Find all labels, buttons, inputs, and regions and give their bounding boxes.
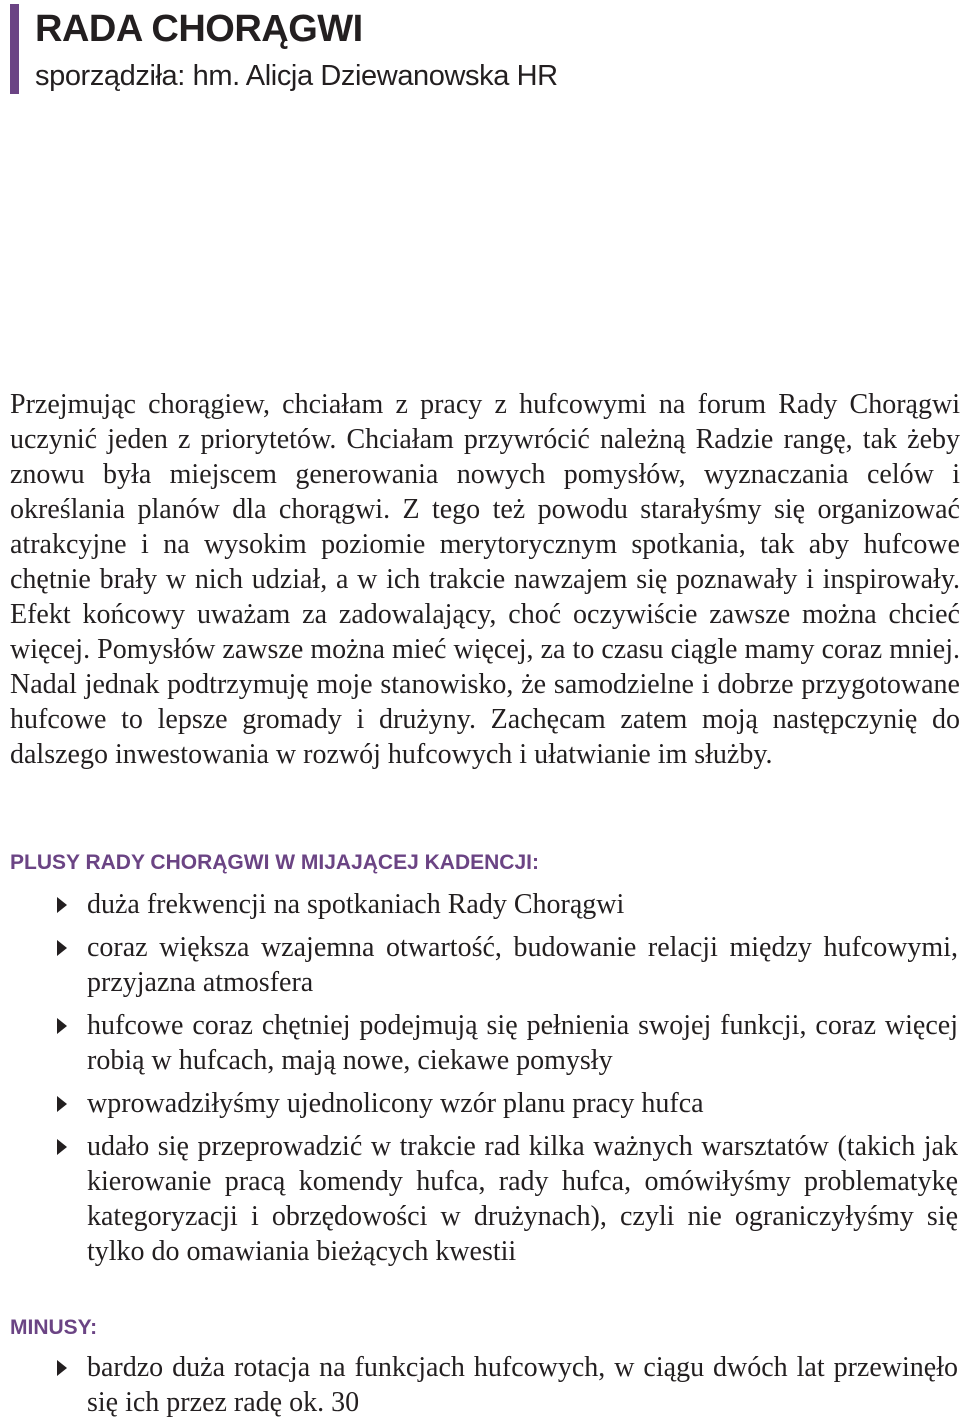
minuses-item-text: bardzo duża rotacja na funkcjach hufcowych, w ciągu dwóch lat przewinęło się ich przez radę ok. 30 — [87, 1352, 958, 1418]
pluses-list — [0, 887, 960, 1277]
pluses-item-text: coraz większa wzajemna otwartość, budowanie relacji między hufcowymi, przyjazna atmosfera — [87, 932, 958, 998]
pluses-list-item — [0, 1086, 960, 1121]
minuses-heading: MINUSY: — [10, 1316, 98, 1339]
pluses-item-text: wprowadziłyśmy ujednolicony wzór planu pracy hufca — [87, 1088, 704, 1119]
pluses-list-item — [0, 887, 960, 922]
author-subtitle: sporządziła: hm. Alicja Dziewanowska HR — [35, 60, 558, 92]
minuses-list — [0, 1350, 960, 1428]
bullet-arrow-icon — [57, 1360, 67, 1376]
bullet-arrow-icon — [57, 1096, 67, 1112]
pluses-list-item — [0, 1008, 960, 1078]
page-title: RADA CHORĄGWI — [35, 8, 363, 50]
pluses-item-text: udało się przeprowadzić w trakcie rad kilka ważnych warsztatów (takich jak kierowanie pracą komendy hufca, rady hufca, omówiłyśmy problematykę kategoryzacji i obrzędowości w drużynach), czyli nie ograniczyłyśmy się tylko do omawiania bieżących kwestii — [87, 1131, 958, 1267]
intro-paragraph: Przejmując chorągiew, chciałam z pracy z hufcowymi na forum Rady Chorągwi uczynić jeden z priorytetów. Chciałam przywrócić należną Radzie rangę, tak żeby znowu była miejscem generowania nowych pomysłów, wyznaczania celów i określania planów dla chorągwi. Z tego też powodu starałyśmy się organizować atrakcyjne i na wysokim poziomie merytorycznym spotkania, tak aby hufcowe chętnie brały w nich udział, a w ich trakcie nawzajem się poznawały i inspirowały. Efekt końcowy uważam za zadowalający, choć oczywiście zawsze można chcieć więcej. Pomysłów zawsze można mieć więcej, za to czasu ciągle mamy coraz mniej. Nadal jednak podtrzymuję moje stanowisko, że samodzielne i dobrze przygotowane hufcowe to lepsze gromady i drużyny. Zachęcam zatem moją następczynię do dalszego inwestowania w rozwój hufcowych i ułatwianie im służby. — [10, 389, 960, 770]
pluses-list-item — [0, 930, 960, 1000]
pluses-item-text: duża frekwencji na spotkaniach Rady Chorągwi — [87, 889, 625, 920]
pluses-heading: PLUSY RADY CHORĄGWI W MIJAJĄCEJ KADENCJI: — [10, 851, 539, 874]
pluses-list-item — [0, 1129, 960, 1269]
bullet-arrow-icon — [57, 1139, 67, 1155]
minuses-list-item — [0, 1350, 960, 1420]
bullet-arrow-icon — [57, 940, 67, 956]
pluses-item-text: hufcowe coraz chętniej podejmują się pełnienia swojej funkcji, coraz więcej robią w hufcach, mają nowe, ciekawe pomysły — [87, 1010, 958, 1076]
bullet-arrow-icon — [57, 1018, 67, 1034]
header-accent-bar — [10, 4, 19, 94]
bullet-arrow-icon — [57, 897, 67, 913]
